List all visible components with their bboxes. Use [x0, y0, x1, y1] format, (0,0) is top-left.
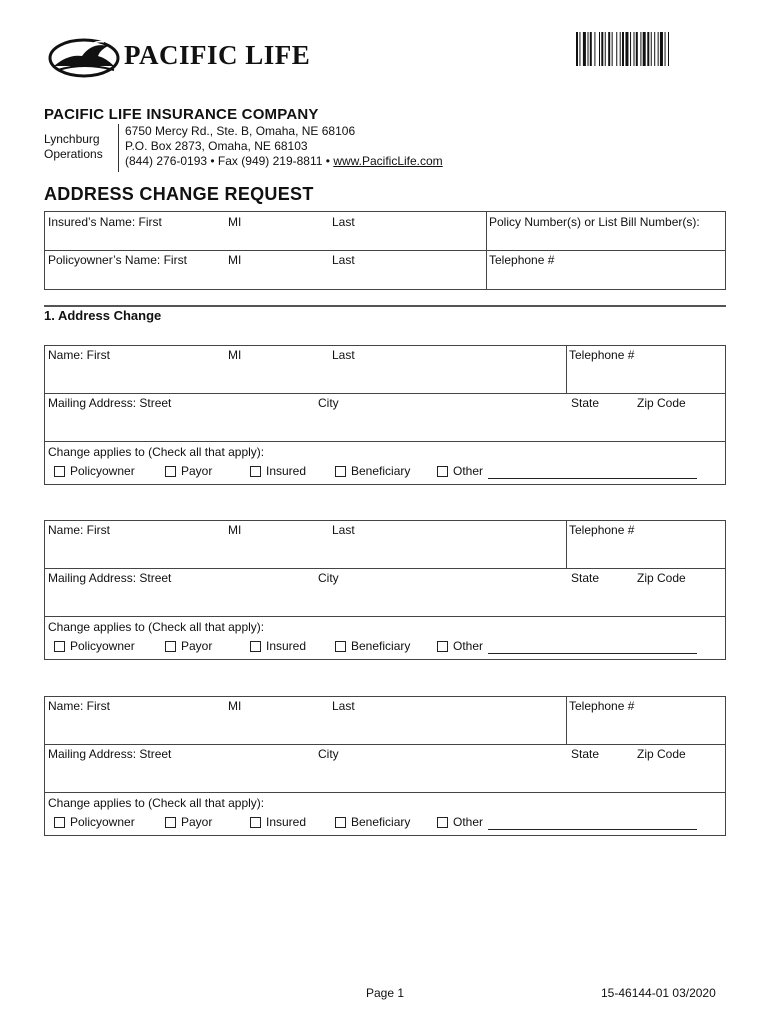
name-first-field[interactable]: Name: First — [48, 699, 111, 713]
zip-code-field[interactable]: Zip Code — [637, 396, 686, 410]
other-checkbox[interactable] — [437, 641, 448, 652]
address-line-1: 6750 Mercy Rd., Ste. B, Omaha, NE 68106 — [125, 124, 356, 138]
company-name: PACIFIC LIFE INSURANCE COMPANY — [44, 106, 319, 123]
policy-number-field[interactable]: Policy Number(s) or List Bill Number(s): — [489, 215, 700, 229]
address-line-2: P.O. Box 2873, Omaha, NE 68103 — [125, 139, 308, 153]
policyowner-telephone-field[interactable]: Telephone # — [489, 253, 555, 267]
section-rule — [44, 305, 726, 307]
whale-icon — [48, 36, 122, 78]
block-divider — [566, 696, 567, 744]
name-last-field[interactable]: Last — [332, 523, 355, 537]
other-specify-field[interactable] — [488, 653, 697, 654]
division-line-2: Operations — [44, 147, 103, 161]
block-divider — [44, 393, 726, 394]
insured-checkbox-label: Insured — [266, 815, 307, 829]
website-link[interactable]: www.PacificLife.com — [333, 154, 443, 168]
policyowner-first-name-field[interactable]: Policyowner’s Name: First — [48, 253, 187, 267]
insured-last-name-field[interactable]: Last — [332, 215, 355, 229]
phone-fax: (844) 276-0193 • Fax (949) 219-8811 • — [125, 154, 334, 168]
payor-checkbox-label: Payor — [181, 815, 213, 829]
pacific-life-logo — [48, 36, 311, 80]
policyowner-checkbox-label: Policyowner — [70, 464, 135, 478]
logo-wordmark: PACIFIC LIFE — [124, 40, 311, 70]
other-checkbox[interactable] — [437, 466, 448, 477]
policyowner-last-name-field[interactable]: Last — [332, 253, 355, 267]
block-divider — [44, 441, 726, 442]
mailing-street-field[interactable]: Mailing Address: Street — [48, 747, 172, 761]
other-checkbox-label: Other — [453, 464, 484, 478]
change-applies-label: Change applies to (Check all that apply): — [48, 445, 265, 459]
block-divider — [44, 616, 726, 617]
beneficiary-checkbox-label: Beneficiary — [351, 815, 411, 829]
other-checkbox[interactable] — [437, 817, 448, 828]
beneficiary-checkbox[interactable] — [335, 466, 346, 477]
other-specify-field[interactable] — [488, 829, 697, 830]
city-field[interactable]: City — [318, 747, 339, 761]
insured-mi-field[interactable]: MI — [228, 215, 242, 229]
name-first-field[interactable]: Name: First — [48, 348, 111, 362]
payor-checkbox[interactable] — [165, 466, 176, 477]
payor-checkbox[interactable] — [165, 641, 176, 652]
policyowner-mi-field[interactable]: MI — [228, 253, 242, 267]
insured-checkbox-label: Insured — [266, 464, 307, 478]
policyowner-checkbox-label: Policyowner — [70, 639, 135, 653]
page-number: Page 1 — [366, 986, 405, 1000]
block-divider — [44, 744, 726, 745]
city-field[interactable]: City — [318, 571, 339, 585]
city-field[interactable]: City — [318, 396, 339, 410]
insured-checkbox[interactable] — [250, 466, 261, 477]
name-mi-field[interactable]: MI — [228, 523, 242, 537]
policyowner-checkbox[interactable] — [54, 641, 65, 652]
company-address — [125, 124, 443, 169]
insured-checkbox[interactable] — [250, 817, 261, 828]
table-divider — [486, 211, 487, 290]
address-divider — [118, 124, 119, 172]
other-checkbox-label: Other — [453, 815, 484, 829]
state-field[interactable]: State — [571, 747, 600, 761]
contact-line — [125, 154, 443, 169]
telephone-field[interactable]: Telephone # — [569, 699, 635, 713]
policyowner-checkbox-label: Policyowner — [70, 815, 135, 829]
payor-checkbox[interactable] — [165, 817, 176, 828]
mailing-street-field[interactable]: Mailing Address: Street — [48, 396, 172, 410]
other-checkbox-label: Other — [453, 639, 484, 653]
barcode — [576, 32, 726, 66]
beneficiary-checkbox-label: Beneficiary — [351, 639, 411, 653]
other-specify-field[interactable] — [488, 478, 697, 479]
policyowner-checkbox[interactable] — [54, 466, 65, 477]
insured-checkbox-label: Insured — [266, 639, 307, 653]
division-label — [44, 132, 114, 162]
section-title: 1. Address Change — [44, 308, 162, 323]
block-divider — [44, 792, 726, 793]
insured-checkbox[interactable] — [250, 641, 261, 652]
name-mi-field[interactable]: MI — [228, 348, 242, 362]
telephone-field[interactable]: Telephone # — [569, 348, 635, 362]
policyowner-checkbox[interactable] — [54, 817, 65, 828]
telephone-field[interactable]: Telephone # — [569, 523, 635, 537]
zip-code-field[interactable]: Zip Code — [637, 571, 686, 585]
zip-code-field[interactable]: Zip Code — [637, 747, 686, 761]
name-last-field[interactable]: Last — [332, 348, 355, 362]
change-applies-label: Change applies to (Check all that apply): — [48, 620, 265, 634]
name-mi-field[interactable]: MI — [228, 699, 242, 713]
table-divider — [44, 250, 726, 251]
payor-checkbox-label: Payor — [181, 464, 213, 478]
form-title: ADDRESS CHANGE REQUEST — [44, 184, 314, 204]
beneficiary-checkbox-label: Beneficiary — [351, 464, 411, 478]
change-applies-label: Change applies to (Check all that apply): — [48, 796, 265, 810]
name-last-field[interactable]: Last — [332, 699, 355, 713]
block-divider — [566, 345, 567, 393]
state-field[interactable]: State — [571, 396, 600, 410]
beneficiary-checkbox[interactable] — [335, 641, 346, 652]
payor-checkbox-label: Payor — [181, 639, 213, 653]
block-divider — [44, 568, 726, 569]
insured-first-name-field[interactable]: Insured’s Name: First — [48, 215, 162, 229]
state-field[interactable]: State — [571, 571, 600, 585]
division-line-1: Lynchburg — [44, 132, 100, 146]
form-number: 15-46144-01 03/2020 — [601, 986, 716, 1000]
beneficiary-checkbox[interactable] — [335, 817, 346, 828]
name-first-field[interactable]: Name: First — [48, 523, 111, 537]
mailing-street-field[interactable]: Mailing Address: Street — [48, 571, 172, 585]
block-divider — [566, 520, 567, 568]
